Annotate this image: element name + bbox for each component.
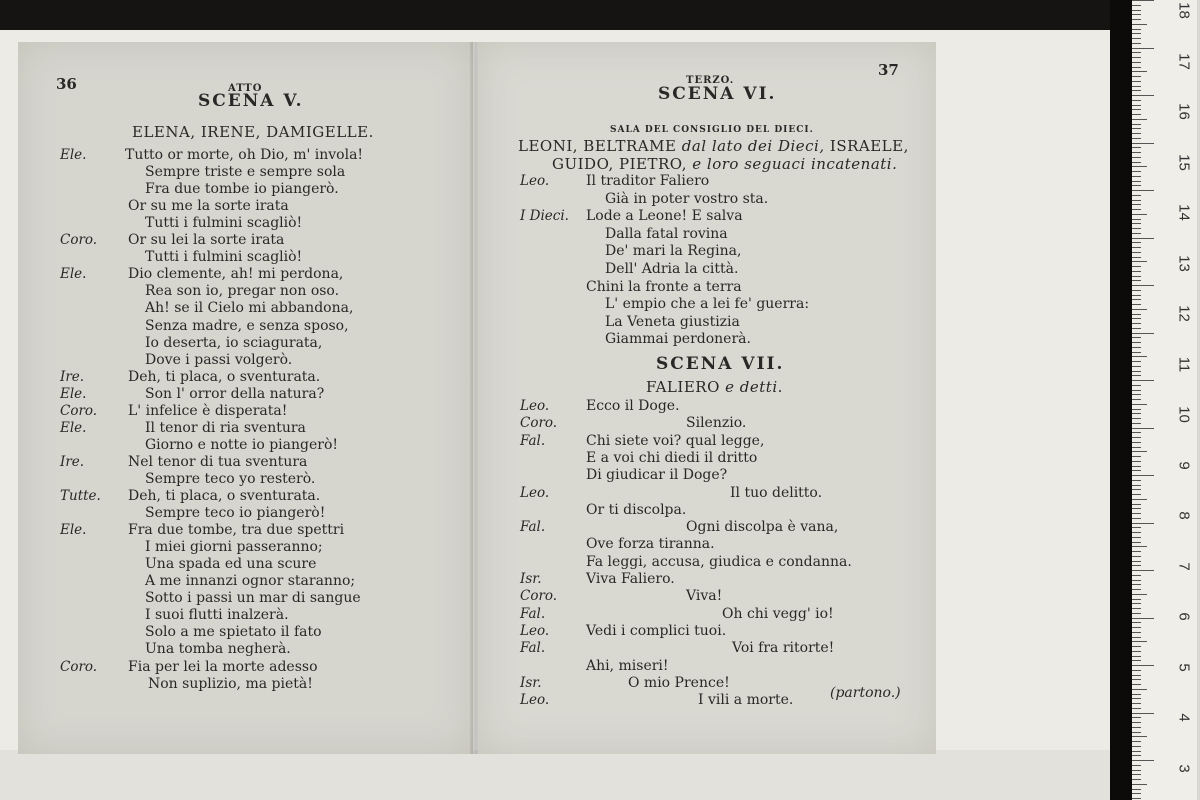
ruler-tick [1132,181,1141,182]
verse-line: Il tenor di ria sventura [145,419,306,436]
speaker-label: Ele. [60,419,87,436]
ruler-tick [1132,233,1141,234]
ruler-tick [1132,390,1141,391]
ruler-number: 10 [1175,406,1193,423]
ruler-tick [1132,375,1141,376]
ruler-tick [1132,271,1141,272]
verse-line: Silenzio. [686,415,747,432]
speaker-label: Fal. [520,519,546,536]
ruler-number: 15 [1175,153,1193,171]
ruler-tick [1132,352,1141,353]
ruler-tick [1132,703,1141,704]
ruler-tick [1132,228,1141,229]
ruler-tick [1132,670,1141,671]
ruler-number: 17 [1175,52,1193,70]
verse-line: Sotto i passi un mar di sangue [145,590,361,607]
ruler-tick [1132,247,1141,248]
ruler-tick [1132,90,1141,91]
ruler-tick [1132,556,1141,557]
ruler-tick [1132,204,1141,205]
ruler-number: 14 [1175,204,1193,221]
ruler-tick [1132,784,1147,785]
ruler-tick [1132,171,1141,172]
ruler-tick [1132,366,1141,367]
left-page [18,42,473,754]
ruler-tick [1132,5,1141,6]
stage-direction: (partono.) [830,685,901,701]
ruler-tick [1132,442,1141,443]
ruler-number: 11 [1175,356,1193,372]
verse-line: L' empio che a lei fe' guerra: [605,296,810,313]
verse-line: Tutto or morte, oh Dio, m' invola! [125,147,364,163]
ruler-tick [1132,38,1141,39]
ruler-tick [1132,337,1141,338]
ruler-tick [1132,76,1141,77]
ruler-number: 6 [1175,612,1193,621]
ruler-tick [1132,342,1141,343]
ruler-tick [1132,698,1141,699]
speaker-label: Ire. [60,368,85,385]
verse-line: Voi fra ritorte! [732,640,835,657]
ruler-tick [1132,295,1141,296]
ruler-tick [1132,570,1154,571]
verse-line: Sempre teco yo resterò. [145,470,316,487]
ruler-tick [1132,147,1141,148]
ruler-tick [1132,499,1147,500]
ruler-tick [1132,637,1141,638]
ruler-tick [1132,238,1154,239]
ruler-tick [1132,584,1141,585]
verse-line: Giorno e notte io piangerò! [145,436,338,453]
ruler-tick [1132,318,1141,319]
ruler-tick [1132,105,1141,106]
ruler-tick [1132,290,1141,291]
cast-names-1: LEONI, BELTRAME [518,137,677,155]
cast-note-2: e loro seguaci incatenati. [692,155,898,173]
ruler-tick [1132,157,1141,158]
ruler-tick [1132,280,1141,281]
ruler-tick [1132,632,1141,633]
verse-line: Giammai perdonerà. [605,331,751,348]
speaker-label: Ele. [60,147,87,163]
verse-line: Fa leggi, accusa, giudica e condanna. [586,553,852,570]
verse-line: Or ti discolpa. [586,501,687,518]
speaker-label: Coro. [520,588,558,605]
ruler-number: 16 [1175,103,1193,120]
ruler-tick [1132,67,1141,68]
verse-line: Ove forza tiranna. [586,536,715,553]
ruler-tick [1132,86,1141,87]
ruler-tick [1132,10,1141,11]
ruler-number: 5 [1175,662,1193,672]
verse-line: Chi siete voi? qual legge, [586,432,765,449]
ruler-tick [1132,561,1141,562]
verse-line: Viva! [686,588,723,605]
ruler-tick [1132,428,1154,429]
verse-line: Dalla fatal rovina [605,225,728,242]
speaker-label: Ele. [60,385,87,402]
ruler-tick [1132,409,1141,410]
ruler-tick [1132,518,1141,519]
verse-line: Dove i passi volgerò. [145,351,293,368]
ruler-tick [1132,694,1141,695]
verse-line: De' mari la Regina, [605,243,742,260]
ruler-tick [1132,418,1141,419]
ruler-number: 13 [1175,254,1193,272]
ruler-tick [1132,195,1141,196]
ruler-tick [1132,285,1154,286]
ruler-number: 7 [1175,561,1193,571]
speaker-label: Leo. [520,484,550,501]
speaker-label: Leo. [520,692,550,709]
speaker-label: Coro. [60,658,98,675]
ruler-tick [1132,242,1141,243]
verse-line: Già in poter vostro sta. [605,190,769,207]
verse-line: Una spada ed una scure [145,556,317,573]
ruler-tick [1132,461,1141,462]
verse-line: I suoi flutti inalzerà. [145,607,289,624]
ruler-tick [1132,504,1141,505]
ruler-tick [1132,62,1141,63]
ruler-tick [1132,209,1141,210]
scene-v-title: SCENA V. [198,91,304,111]
verse-line: I miei giorni passeranno; [145,539,323,556]
ruler-tick [1132,14,1141,15]
ruler-tick [1132,43,1141,44]
ruler-tick [1132,133,1141,134]
ruler-tick [1132,214,1147,215]
ruler-tick [1132,798,1141,799]
ruler-tick [1132,618,1154,619]
ruler-tick [1132,124,1141,125]
verse-line: Vedi i complici tuoi. [586,622,727,639]
verse-line: Deh, ti placa, o sventurata. [128,368,321,385]
ruler-tick [1132,266,1141,267]
cast-names-1b: ISRAELE, [829,137,909,155]
right-page [478,42,936,754]
speaker-label: Ele. [60,522,87,539]
ruler-tick [1132,185,1141,186]
ruler-tick [1132,684,1141,685]
ruler-tick [1132,599,1141,600]
scene-vi-title: SCENA VI. [658,84,777,104]
ruler-tick [1132,447,1141,448]
verse-line: Son l' orror della natura? [145,385,325,402]
verse-line: Or su lei la sorte irata [128,232,285,249]
ruler-tick [1132,751,1141,752]
ruler-tick [1132,732,1141,733]
ruler-tick [1132,675,1141,676]
ruler-tick [1132,190,1154,191]
ruler-tick [1132,71,1147,72]
ruler-tick [1132,152,1141,153]
ruler-tick [1132,176,1141,177]
verse-line: Tutti i fulmini scagliò! [145,249,303,266]
ruler-tick [1132,394,1141,395]
speaker-label: Fal. [520,432,546,449]
verse-line: O mio Prence! [628,674,730,691]
page-number-left: 36 [56,75,77,93]
ruler-tick [1132,138,1141,139]
ruler-tick [1132,594,1147,595]
ruler-tick [1132,480,1141,481]
ruler-tick [1132,466,1141,467]
ruler-tick [1132,143,1154,144]
verse-line: Oh chi vegg' io! [722,605,834,622]
verse-line: Fra due tombe io piangerò. [145,181,339,198]
cast-note-1: dal lato dei Dieci, [681,137,825,155]
ruler-tick [1132,257,1141,258]
ruler-tick [1132,200,1141,201]
ruler-tick [1132,356,1147,357]
speaker-label: Coro. [60,232,98,249]
speaker-label: Ire. [60,453,85,470]
ruler-tick [1132,413,1141,414]
ruler-tick [1132,527,1141,528]
verse-line: Sempre teco io piangerò! [145,505,326,522]
verse-line: Fra due tombe, tra due spettri [128,522,345,539]
ruler-tick [1132,760,1154,761]
ruler-tick [1132,565,1141,566]
speaker-label: Isr. [520,674,542,691]
ruler-tick [1132,717,1141,718]
ruler-tick [1132,689,1147,690]
ruler-tick [1132,651,1141,652]
ruler-tick [1132,399,1141,400]
ruler-tick [1132,627,1141,628]
ruler-tick [1132,347,1141,348]
ruler-tick [1132,746,1141,747]
dark-border [1110,0,1132,800]
ruler-tick [1132,451,1147,452]
ruler-tick [1132,437,1141,438]
verse-line: Or su me la sorte irata [128,198,289,215]
ruler-tick [1132,48,1154,49]
ruler-tick [1132,162,1141,163]
ruler-number: 9 [1175,460,1193,470]
scene-vii-cast [646,379,783,396]
speaker-label: Leo. [520,622,550,639]
ruler-tick [1132,485,1141,486]
verse-line: Fia per lei la morte adesso [128,658,318,675]
ruler-tick [1132,789,1141,790]
verse-line: Ah! se il Cielo mi abbandona, [145,300,354,317]
ruler-tick [1132,323,1141,324]
verse-line: Rea son io, pregar non oso. [145,283,340,300]
ruler-tick [1132,622,1141,623]
ruler-tick [1132,333,1154,334]
ruler-tick [1132,276,1141,277]
ruler-tick [1132,713,1154,714]
speaker-label: Leo. [520,173,550,189]
ruler-tick [1132,128,1141,129]
ruler-tick [1132,19,1141,20]
ruler-tick [1132,508,1141,509]
verse-line: Sempre triste e sempre sola [145,164,346,181]
ruler-tick [1132,774,1141,775]
ruler-tick [1132,523,1154,524]
ruler-tick [1132,770,1141,771]
verse-line: Di giudicar il Doge? [586,467,728,484]
ruler-tick [1132,475,1154,476]
cast-detti: e detti. [725,378,783,396]
ruler-tick [1132,575,1141,576]
verse-line: Lode a Leone! E salva [586,208,743,225]
ruler-tick [1132,679,1141,680]
ruler-tick [1132,95,1154,96]
ruler-tick [1132,708,1141,709]
ruler-tick [1132,299,1141,300]
ruler-tick [1132,81,1141,82]
verse-line: E a voi chi diedi il dritto [586,449,758,466]
ruler-tick [1132,494,1141,495]
ruler-tick [1132,513,1141,514]
ruler-tick [1132,328,1141,329]
verse-line: Il tuo delitto. [730,484,823,501]
ruler-tick [1132,423,1141,424]
ruler-tick [1132,314,1141,315]
ruler-tick [1132,252,1141,253]
speaker-label: Tutte. [60,488,101,504]
verse-line: Dell' Adria la città. [605,261,739,277]
ruler-tick [1132,646,1141,647]
ruler-tick [1132,542,1141,543]
speaker-label: Fal. [520,605,546,622]
ruler-tick [1132,551,1141,552]
ruler-tick [1132,52,1141,53]
verse-line: Ahi, miseri! [586,657,669,674]
verse-line: Tutti i fulmini scagliò! [145,215,303,232]
cast-names-2: GUIDO, PIETRO, [552,155,687,173]
ruler-tick [1132,793,1141,794]
ruler-tick [1132,261,1147,262]
ruler-tick [1132,219,1141,220]
speaker-label: Isr. [520,571,542,587]
ruler-tick [1132,779,1141,780]
running-head-left: ATTO [228,83,263,94]
measuring-ruler [1132,0,1200,800]
ruler-tick [1132,727,1141,728]
speaker-label: Coro. [520,415,558,432]
ruler-tick [1132,100,1141,101]
verse-line: Solo a me spietato il fato [145,624,322,641]
speaker-label: I Dieci. [520,208,569,225]
table-surface [0,750,1115,800]
ruler-tick [1132,385,1141,386]
verse-line: La Veneta giustizia [605,313,740,330]
ruler-tick [1132,29,1141,30]
ruler-tick [1132,361,1141,362]
verse-line: Io deserta, io sciagurata, [145,334,323,351]
ruler-number: 18 [1175,2,1193,19]
ruler-tick [1132,665,1154,666]
ruler-tick [1132,166,1147,167]
ruler-tick [1132,755,1141,756]
verse-line: I vili a morte. [698,692,794,709]
verse-line: Ecco il Doge. [586,398,680,414]
ruler-number: 4 [1175,713,1193,722]
ruler-number: 3 [1175,763,1193,773]
verse-line: Il traditor Faliero [586,173,710,189]
ruler-tick [1132,736,1147,737]
ruler-tick [1132,223,1141,224]
ruler-tick [1132,109,1141,110]
ruler-number: 8 [1175,511,1193,520]
ruler-tick [1132,24,1147,25]
ruler-tick [1132,470,1141,471]
verse-line: L' infelice è disperata! [128,402,288,419]
speaker-label: Coro. [60,402,98,419]
ruler-tick [1132,537,1141,538]
verse-line: Viva Faliero. [586,571,675,587]
ruler-tick [1132,371,1141,372]
ruler-tick [1132,489,1141,490]
ruler-tick [1132,603,1141,604]
verse-line: Una tomba negherà. [145,641,291,658]
speaker-label: Leo. [520,398,550,414]
ruler-tick [1132,0,1154,1]
scene-vii-title: SCENA VII. [656,354,785,374]
scene-vi-cast-line1 [518,138,909,155]
ruler-tick [1132,741,1141,742]
ruler-tick [1132,33,1141,34]
ruler-tick [1132,765,1141,766]
verse-line: Senza madre, e senza sposo, [145,317,349,334]
ruler-tick [1132,404,1147,405]
running-head-right: TERZO. [686,75,735,86]
ruler-tick [1132,608,1141,609]
ruler-tick [1132,309,1147,310]
ruler-tick [1132,114,1141,115]
verse-line: A me innanzi ognor staranno; [145,573,356,590]
ruler-number: 12 [1175,305,1193,322]
verse-line: Deh, ti placa, o sventurata. [128,488,321,504]
ruler-tick [1132,722,1141,723]
verse-line: Ogni discolpa è vana, [686,519,839,536]
ruler-tick [1132,641,1147,642]
scene-vi-cast-line2 [552,156,897,173]
scene-v-cast: ELENA, IRENE, DAMIGELLE. [132,123,374,141]
verse-line: Dio clemente, ah! mi perdona, [128,266,344,283]
ruler-tick [1132,546,1147,547]
cast-faliero: FALIERO [646,378,720,396]
ruler-tick [1132,613,1141,614]
ruler-tick [1132,660,1141,661]
ruler-tick [1132,456,1141,457]
ruler-tick [1132,380,1154,381]
ruler-tick [1132,656,1141,657]
ruler-tick [1132,119,1147,120]
ruler-tick [1132,580,1141,581]
verse-line: Chini la fronte a terra [586,278,742,295]
scene-setting: SALA DEL CONSIGLIO DEL DIECI. [610,125,814,135]
ruler-tick [1132,304,1141,305]
ruler-tick [1132,57,1141,58]
page-number-right: 37 [878,61,899,79]
speaker-label: Ele. [60,266,87,283]
verse-line: Non suplizio, ma pietà! [148,675,313,692]
speaker-label: Fal. [520,640,546,657]
ruler-tick [1132,589,1141,590]
ruler-tick [1132,532,1141,533]
ruler-tick [1132,432,1141,433]
verse-line: Nel tenor di tua sventura [128,453,308,470]
